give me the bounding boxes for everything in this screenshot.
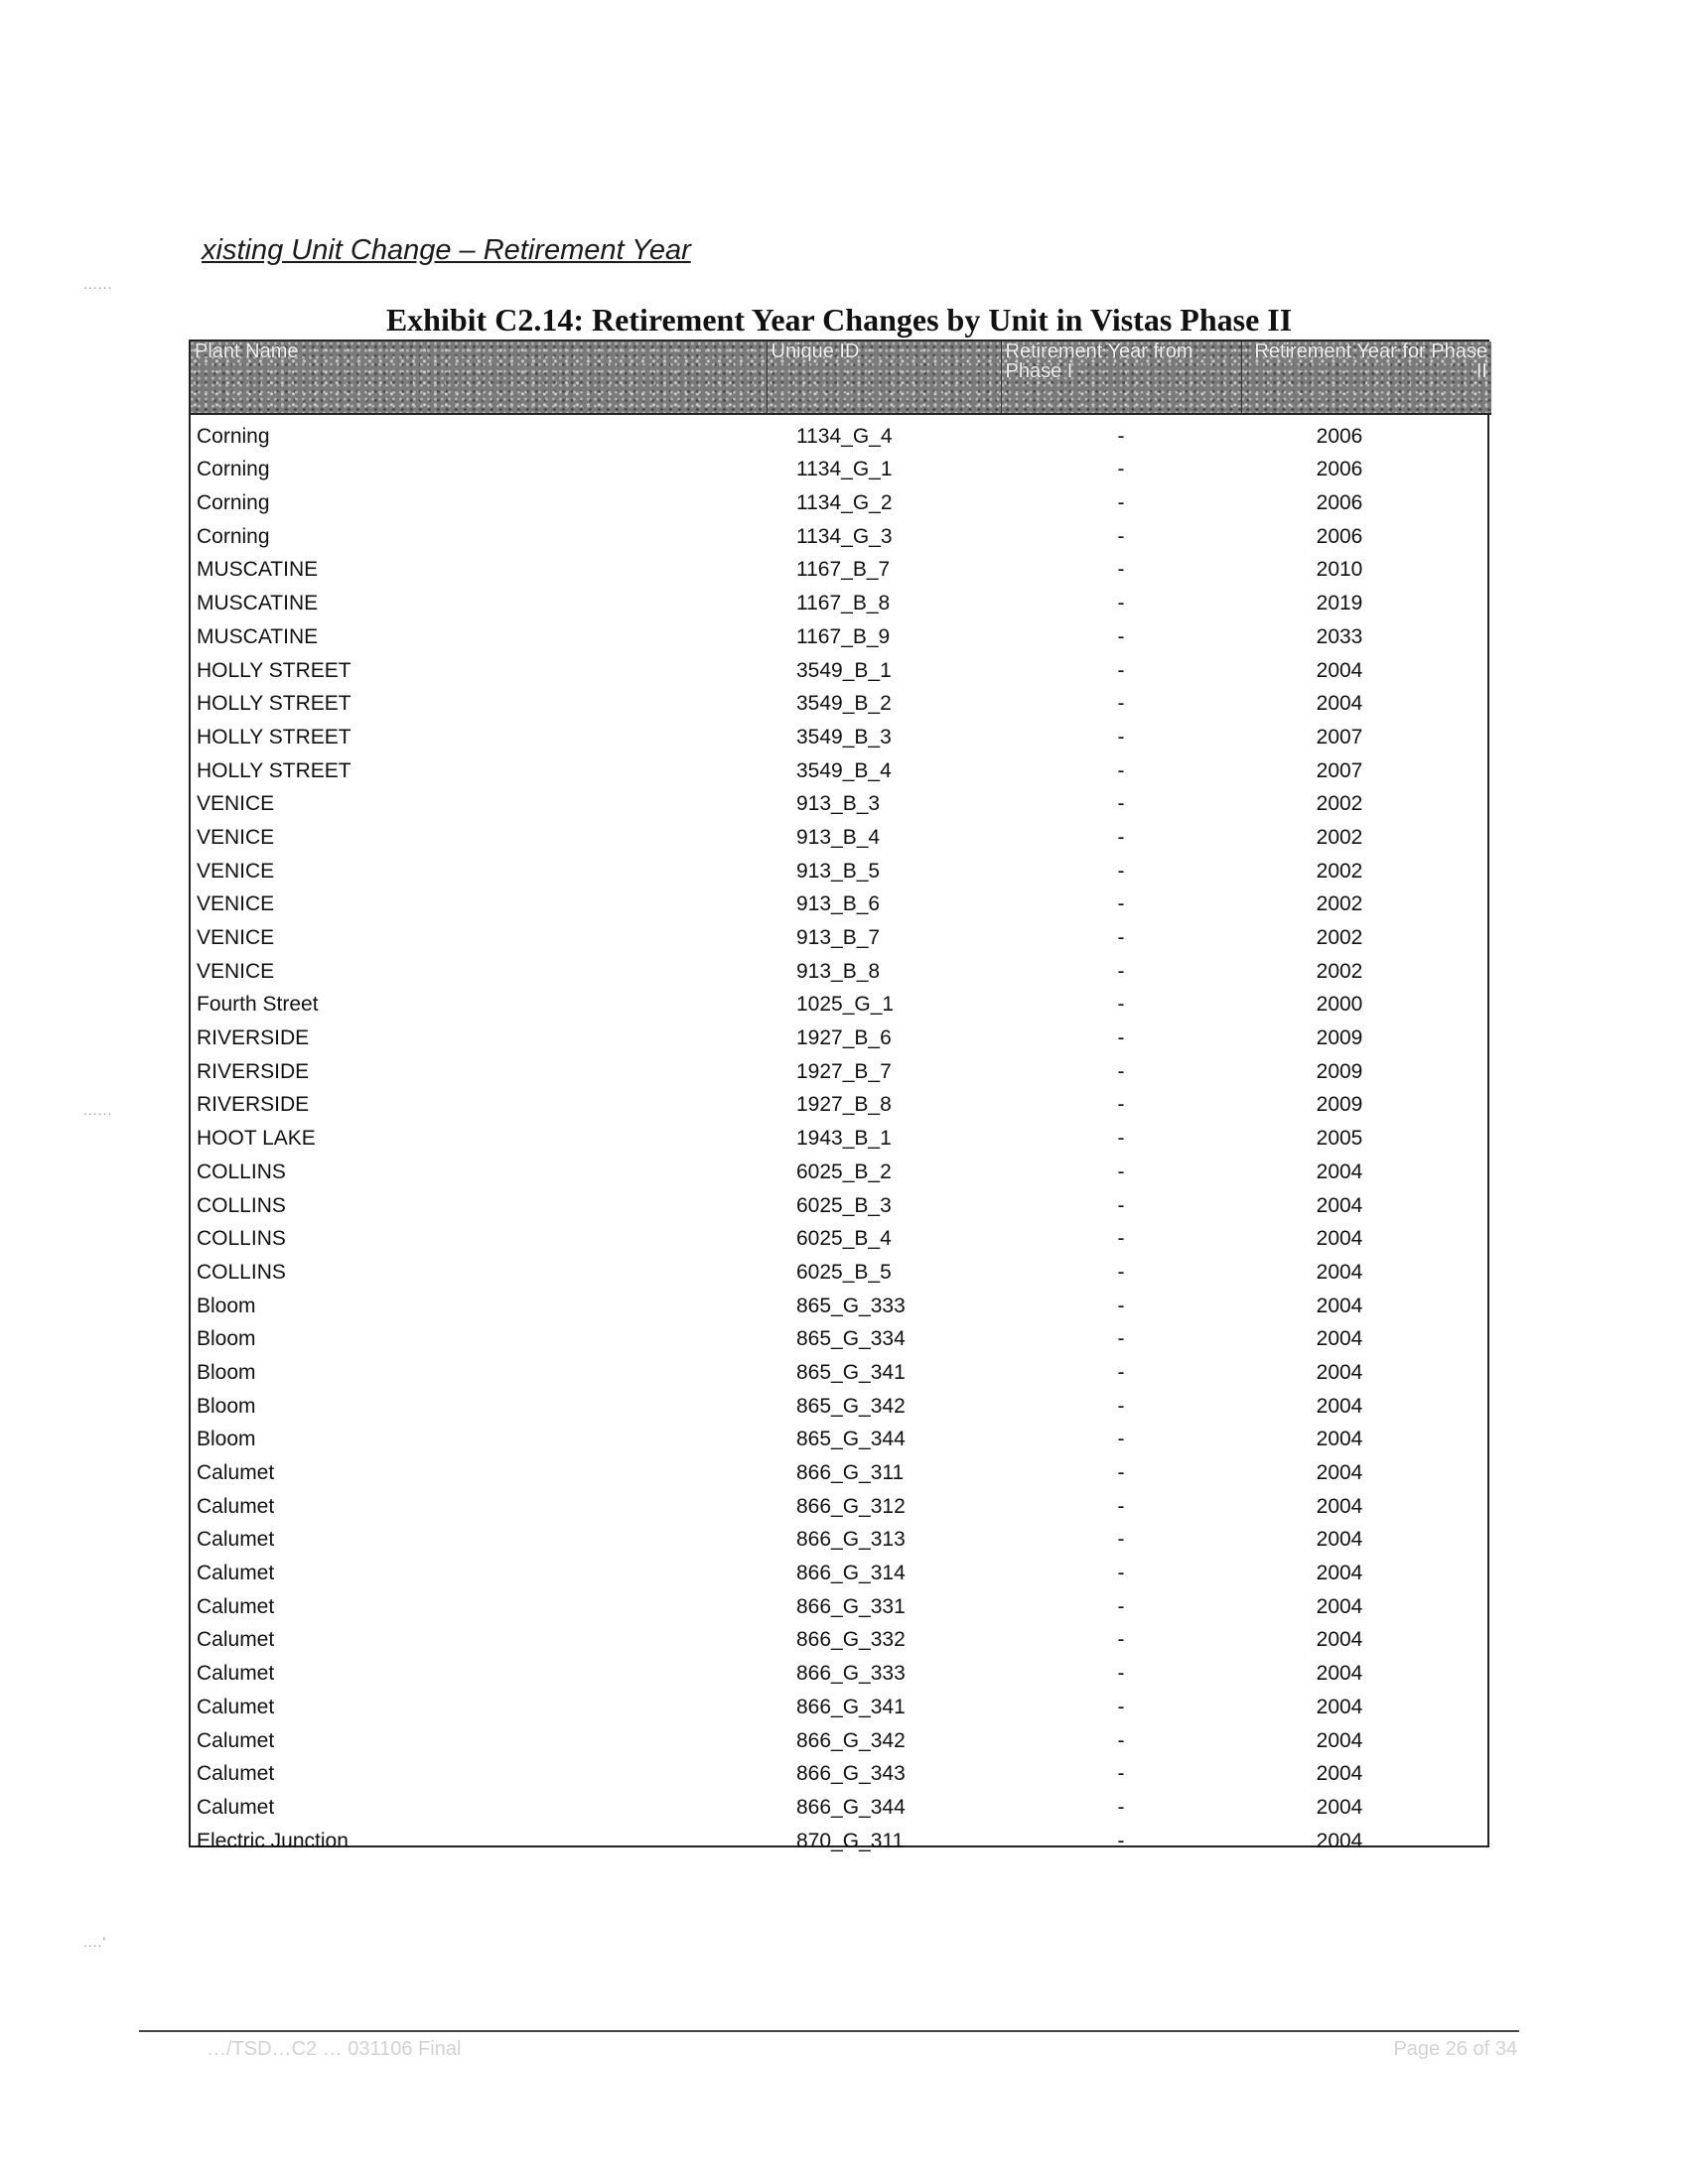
plant-name-cell: Bloom — [197, 1394, 256, 1418]
unique-id-cell: 866_G_341 — [796, 1695, 906, 1718]
margin-speck: ...... — [83, 1102, 113, 1118]
retirement-year-phase-i-cell: - — [1117, 1026, 1125, 1050]
unique-id-cell: 6025_B_3 — [796, 1193, 892, 1217]
unique-id-cell: 865_G_341 — [796, 1360, 906, 1384]
table-row — [191, 1385, 1491, 1419]
table-row — [191, 950, 1491, 984]
unique-id-cell: 1134_G_3 — [796, 524, 893, 548]
unique-id-cell: 866_G_342 — [796, 1728, 906, 1752]
table-row — [191, 1652, 1491, 1686]
retirement-year-phase-i-cell: - — [1117, 926, 1125, 949]
table-header-row — [191, 341, 1491, 414]
plant-name-cell: VENICE — [197, 926, 275, 949]
unique-id-cell: 6025_B_5 — [796, 1260, 892, 1284]
table-row — [191, 1419, 1491, 1452]
unique-id-cell: 913_B_8 — [796, 959, 881, 983]
table-row — [191, 916, 1491, 950]
retirement-year-phase-ii-cell: 2004 — [1316, 1628, 1363, 1652]
table-row — [191, 414, 1491, 449]
unique-id-cell: 866_G_331 — [796, 1594, 906, 1618]
retirement-year-phase-ii-cell: 2009 — [1316, 1026, 1363, 1050]
unique-id-cell: 866_G_333 — [796, 1662, 906, 1686]
unique-id-cell: 913_B_4 — [796, 825, 881, 849]
plant-name-cell: Bloom — [197, 1327, 256, 1351]
plant-name-cell: Calumet — [197, 1662, 275, 1686]
retirement-year-phase-i-cell: - — [1117, 592, 1125, 615]
footer-document-reference: …/TSD…C2 … 031106 Final — [207, 2038, 462, 2060]
retirement-year-phase-i-cell: - — [1117, 1562, 1125, 1585]
table-row — [191, 884, 1491, 917]
unique-id-cell: 913_B_7 — [796, 926, 881, 949]
retirement-year-phase-ii-cell: 2002 — [1316, 926, 1363, 949]
section-heading: xisting Unit Change – Retirement Year — [202, 234, 691, 266]
unique-id-cell: 3549_B_1 — [796, 658, 892, 682]
plant-name-cell: COLLINS — [197, 1193, 286, 1217]
retirement-year-phase-i-cell: - — [1117, 658, 1125, 682]
retirement-year-phase-ii-cell: 2033 — [1316, 624, 1363, 648]
plant-name-cell: MUSCATINE — [197, 558, 319, 582]
unique-id-cell: 3549_B_4 — [796, 758, 892, 782]
retirement-year-phase-ii-cell: 2004 — [1316, 1461, 1363, 1484]
margin-speck: ....' — [83, 1934, 107, 1950]
plant-name-cell: Corning — [197, 458, 270, 481]
retirement-year-phase-ii-cell: 2006 — [1316, 458, 1363, 481]
retirement-year-phase-ii-cell: 2002 — [1316, 859, 1363, 883]
unique-id-cell: 1134_G_1 — [796, 458, 893, 481]
table-row — [191, 1318, 1491, 1352]
retirement-year-phase-i-cell: - — [1117, 1795, 1125, 1819]
plant-name-cell: Calumet — [197, 1728, 275, 1752]
table-row — [191, 1451, 1491, 1485]
plant-name-cell: MUSCATINE — [197, 624, 319, 648]
retirement-year-phase-i-cell: - — [1117, 558, 1125, 582]
plant-name-cell: Calumet — [197, 1594, 275, 1618]
retirement-year-phase-ii-cell: 2004 — [1316, 1528, 1363, 1552]
plant-name-cell: RIVERSIDE — [197, 1026, 310, 1050]
table-row — [191, 850, 1491, 884]
retirement-year-phase-i-cell: - — [1117, 892, 1125, 916]
retirement-year-phase-ii-cell: 2005 — [1316, 1127, 1363, 1151]
footer-rule — [139, 2030, 1519, 2032]
table-row — [191, 816, 1491, 850]
retirement-year-phase-i-cell: - — [1117, 993, 1125, 1017]
retirement-year-phase-i-cell: - — [1117, 424, 1125, 448]
unique-id-cell: 866_G_312 — [796, 1494, 906, 1518]
table-row — [191, 1719, 1491, 1753]
unique-id-cell: 1927_B_7 — [796, 1059, 892, 1083]
retirement-year-phase-ii-cell: 2004 — [1316, 1160, 1363, 1183]
table-row — [191, 1017, 1491, 1050]
table-row — [191, 1619, 1491, 1653]
unique-id-cell: 3549_B_3 — [796, 725, 892, 749]
plant-name-cell: MUSCATINE — [197, 592, 319, 615]
header-unique-id: Unique ID — [767, 341, 1001, 414]
plant-name-cell: Calumet — [197, 1528, 275, 1552]
table-row — [191, 1786, 1491, 1820]
retirement-year-phase-i-cell: - — [1117, 859, 1125, 883]
retirement-year-phase-i-cell: - — [1117, 1059, 1125, 1083]
plant-name-cell: VENICE — [197, 892, 275, 916]
retirement-year-phase-ii-cell: 2006 — [1316, 424, 1363, 448]
plant-name-cell: Bloom — [197, 1428, 256, 1451]
table-row — [191, 783, 1491, 817]
unique-id-cell: 1167_B_8 — [796, 592, 891, 615]
table-row — [191, 1050, 1491, 1084]
retirement-year-phase-i-cell: - — [1117, 692, 1125, 716]
retirement-year-phase-i-cell: - — [1117, 1695, 1125, 1718]
table-row — [191, 750, 1491, 783]
plant-name-cell: Calumet — [197, 1494, 275, 1518]
retirement-year-phase-ii-cell: 2004 — [1316, 1829, 1363, 1852]
header-retirement-year-phase-ii: Retirement Year for Phase II — [1241, 341, 1491, 414]
retirement-year-phase-ii-cell: 2002 — [1316, 892, 1363, 916]
retirement-year-phase-i-cell: - — [1117, 1829, 1125, 1852]
table-row — [191, 1351, 1491, 1385]
plant-name-cell: VENICE — [197, 792, 275, 816]
retirement-year-phase-ii-cell: 2007 — [1316, 725, 1363, 749]
retirement-year-phase-ii-cell: 2004 — [1316, 1294, 1363, 1317]
table-row — [191, 1151, 1491, 1184]
table-row — [191, 1084, 1491, 1118]
retirement-year-phase-ii-cell: 2009 — [1316, 1093, 1363, 1117]
retirement-year-phase-ii-cell: 2004 — [1316, 1327, 1363, 1351]
retirement-year-phase-i-cell: - — [1117, 792, 1125, 816]
table-row — [191, 683, 1491, 717]
plant-name-cell: Bloom — [197, 1360, 256, 1384]
plant-name-cell: Bloom — [197, 1294, 256, 1317]
unique-id-cell: 870_G_311 — [796, 1829, 905, 1852]
retirement-year-phase-ii-cell: 2004 — [1316, 1360, 1363, 1384]
retirement-year-phase-ii-cell: 2002 — [1316, 792, 1363, 816]
unique-id-cell: 866_G_311 — [796, 1461, 905, 1484]
plant-name-cell: VENICE — [197, 959, 275, 983]
retirement-year-phase-i-cell: - — [1117, 1327, 1125, 1351]
retirement-year-phase-ii-cell: 2004 — [1316, 1227, 1363, 1251]
table-row — [191, 1251, 1491, 1285]
retirement-year-phase-i-cell: - — [1117, 1227, 1125, 1251]
table-row — [191, 1686, 1491, 1719]
retirement-year-phase-i-cell: - — [1117, 1628, 1125, 1652]
retirement-year-phase-ii-cell: 2009 — [1316, 1059, 1363, 1083]
table-row — [191, 1519, 1491, 1553]
unique-id-cell: 866_G_343 — [796, 1762, 906, 1786]
table-row — [191, 515, 1491, 549]
unique-id-cell: 913_B_5 — [796, 859, 881, 883]
plant-name-cell: HOLLY STREET — [197, 692, 351, 716]
plant-name-cell: Calumet — [197, 1795, 275, 1819]
table-body — [191, 414, 1491, 1853]
retirement-year-phase-i-cell: - — [1117, 1461, 1125, 1484]
table-row — [191, 1285, 1491, 1318]
retirement-year-phase-i-cell: - — [1117, 524, 1125, 548]
unique-id-cell: 866_G_344 — [796, 1795, 906, 1819]
table-row — [191, 716, 1491, 750]
unique-id-cell: 1134_G_4 — [796, 424, 893, 448]
plant-name-cell: RIVERSIDE — [197, 1093, 310, 1117]
table-row — [191, 582, 1491, 615]
retirement-year-phase-i-cell: - — [1117, 758, 1125, 782]
retirement-year-phase-i-cell: - — [1117, 491, 1125, 515]
retirement-year-phase-ii-cell: 2004 — [1316, 692, 1363, 716]
plant-name-cell: HOOT LAKE — [197, 1127, 316, 1151]
plant-name-cell: Calumet — [197, 1628, 275, 1652]
retirement-year-phase-ii-cell: 2002 — [1316, 959, 1363, 983]
table-row — [191, 1218, 1491, 1252]
retirement-year-phase-ii-cell: 2006 — [1316, 491, 1363, 515]
retirement-year-phase-ii-cell: 2004 — [1316, 1728, 1363, 1752]
plant-name-cell: Corning — [197, 491, 270, 515]
plant-name-cell: Electric Junction — [197, 1829, 349, 1852]
retirement-year-phase-ii-cell: 2004 — [1316, 1562, 1363, 1585]
retirement-year-phase-i-cell: - — [1117, 825, 1125, 849]
plant-name-cell: VENICE — [197, 859, 275, 883]
retirement-year-phase-ii-cell: 2004 — [1316, 658, 1363, 682]
retirement-year-phase-ii-cell: 2004 — [1316, 1394, 1363, 1418]
unique-id-cell: 865_G_334 — [796, 1327, 906, 1351]
table-row — [191, 481, 1491, 515]
plant-name-cell: Calumet — [197, 1461, 275, 1484]
table-row — [191, 984, 1491, 1018]
retirement-year-phase-ii-cell: 2010 — [1316, 558, 1363, 582]
retirement-year-phase-ii-cell: 2002 — [1316, 825, 1363, 849]
retirement-year-phase-i-cell: - — [1117, 1193, 1125, 1217]
plant-name-cell: HOLLY STREET — [197, 758, 351, 782]
unique-id-cell: 1167_B_9 — [796, 624, 891, 648]
retirement-year-phase-ii-cell: 2000 — [1316, 993, 1363, 1017]
retirement-year-phase-i-cell: - — [1117, 1428, 1125, 1451]
table-row — [191, 449, 1491, 482]
header-plant-name: Plant Name — [191, 341, 767, 414]
retirement-year-phase-ii-cell: 2004 — [1316, 1795, 1363, 1819]
unique-id-cell: 866_G_314 — [796, 1562, 906, 1585]
retirement-year-phase-i-cell: - — [1117, 1394, 1125, 1418]
margin-speck: ...... — [83, 276, 113, 292]
unique-id-cell: 866_G_332 — [796, 1628, 906, 1652]
retirement-year-phase-i-cell: - — [1117, 458, 1125, 481]
retirement-year-phase-i-cell: - — [1117, 1093, 1125, 1117]
retirement-year-phase-ii-cell: 2004 — [1316, 1662, 1363, 1686]
retirement-year-phase-i-cell: - — [1117, 1594, 1125, 1618]
table-row — [191, 549, 1491, 583]
unique-id-cell: 3549_B_2 — [796, 692, 892, 716]
retirement-year-phase-ii-cell: 2006 — [1316, 524, 1363, 548]
retirement-year-phase-i-cell: - — [1117, 1494, 1125, 1518]
retirement-year-phase-ii-cell: 2004 — [1316, 1594, 1363, 1618]
unique-id-cell: 866_G_313 — [796, 1528, 906, 1552]
unique-id-cell: 1167_B_7 — [796, 558, 891, 582]
retirement-year-phase-i-cell: - — [1117, 624, 1125, 648]
header-retirement-year-phase-i: Retirement Year from Phase I — [1001, 341, 1241, 414]
retirement-year-phase-ii-cell: 2004 — [1316, 1428, 1363, 1451]
plant-name-cell: Fourth Street — [197, 993, 319, 1017]
unique-id-cell: 913_B_6 — [796, 892, 881, 916]
retirement-year-phase-ii-cell: 2004 — [1316, 1762, 1363, 1786]
unique-id-cell: 1025_G_1 — [796, 993, 895, 1017]
table-row — [191, 1485, 1491, 1519]
retirement-year-phase-ii-cell: 2007 — [1316, 758, 1363, 782]
table-row — [191, 615, 1491, 649]
plant-name-cell: HOLLY STREET — [197, 725, 351, 749]
unique-id-cell: 6025_B_2 — [796, 1160, 892, 1183]
retirement-year-phase-i-cell: - — [1117, 1260, 1125, 1284]
retirement-year-phase-ii-cell: 2019 — [1316, 592, 1363, 615]
retirement-year-phase-i-cell: - — [1117, 1528, 1125, 1552]
table-row — [191, 1184, 1491, 1218]
retirement-year-phase-i-cell: - — [1117, 959, 1125, 983]
table-row — [191, 1117, 1491, 1151]
exhibit-title: Exhibit C2.14: Retirement Year Changes by Unit in Vistas Phase II — [385, 302, 1293, 338]
footer-page-number: Page 26 of 34 — [1393, 2038, 1517, 2060]
plant-name-cell: RIVERSIDE — [197, 1059, 310, 1083]
retirement-year-phase-i-cell: - — [1117, 1728, 1125, 1752]
retirement-year-phase-i-cell: - — [1117, 725, 1125, 749]
unique-id-cell: 1927_B_6 — [796, 1026, 892, 1050]
retirement-year-phase-ii-cell: 2004 — [1316, 1695, 1363, 1718]
unique-id-cell: 865_G_344 — [796, 1428, 906, 1451]
plant-name-cell: Calumet — [197, 1762, 275, 1786]
unique-id-cell: 913_B_3 — [796, 792, 881, 816]
retirement-table — [189, 340, 1489, 1852]
table-row — [191, 649, 1491, 683]
retirement-year-phase-i-cell: - — [1117, 1360, 1125, 1384]
unique-id-cell: 865_G_333 — [796, 1294, 906, 1317]
retirement-year-phase-i-cell: - — [1117, 1294, 1125, 1317]
retirement-year-phase-ii-cell: 2004 — [1316, 1193, 1363, 1217]
table-row — [191, 1820, 1491, 1853]
retirement-year-phase-i-cell: - — [1117, 1127, 1125, 1151]
plant-name-cell: Corning — [197, 524, 270, 548]
plant-name-cell: Calumet — [197, 1562, 275, 1585]
plant-name-cell: COLLINS — [197, 1260, 286, 1284]
table-row — [191, 1552, 1491, 1585]
table-row — [191, 1585, 1491, 1619]
unique-id-cell: 1927_B_8 — [796, 1093, 892, 1117]
unique-id-cell: 1943_B_1 — [796, 1127, 892, 1151]
plant-name-cell: HOLLY STREET — [197, 658, 351, 682]
unique-id-cell: 1134_G_2 — [796, 491, 893, 515]
retirement-year-phase-i-cell: - — [1117, 1662, 1125, 1686]
plant-name-cell: COLLINS — [197, 1227, 286, 1251]
retirement-year-phase-i-cell: - — [1117, 1762, 1125, 1786]
unique-id-cell: 865_G_342 — [796, 1394, 906, 1418]
plant-name-cell: VENICE — [197, 825, 275, 849]
plant-name-cell: COLLINS — [197, 1160, 286, 1183]
retirement-year-phase-ii-cell: 2004 — [1316, 1494, 1363, 1518]
unique-id-cell: 6025_B_4 — [796, 1227, 892, 1251]
plant-name-cell: Corning — [197, 424, 270, 448]
table-row — [191, 1753, 1491, 1787]
retirement-year-phase-i-cell: - — [1117, 1160, 1125, 1183]
plant-name-cell: Calumet — [197, 1695, 275, 1718]
retirement-year-phase-ii-cell: 2004 — [1316, 1260, 1363, 1284]
